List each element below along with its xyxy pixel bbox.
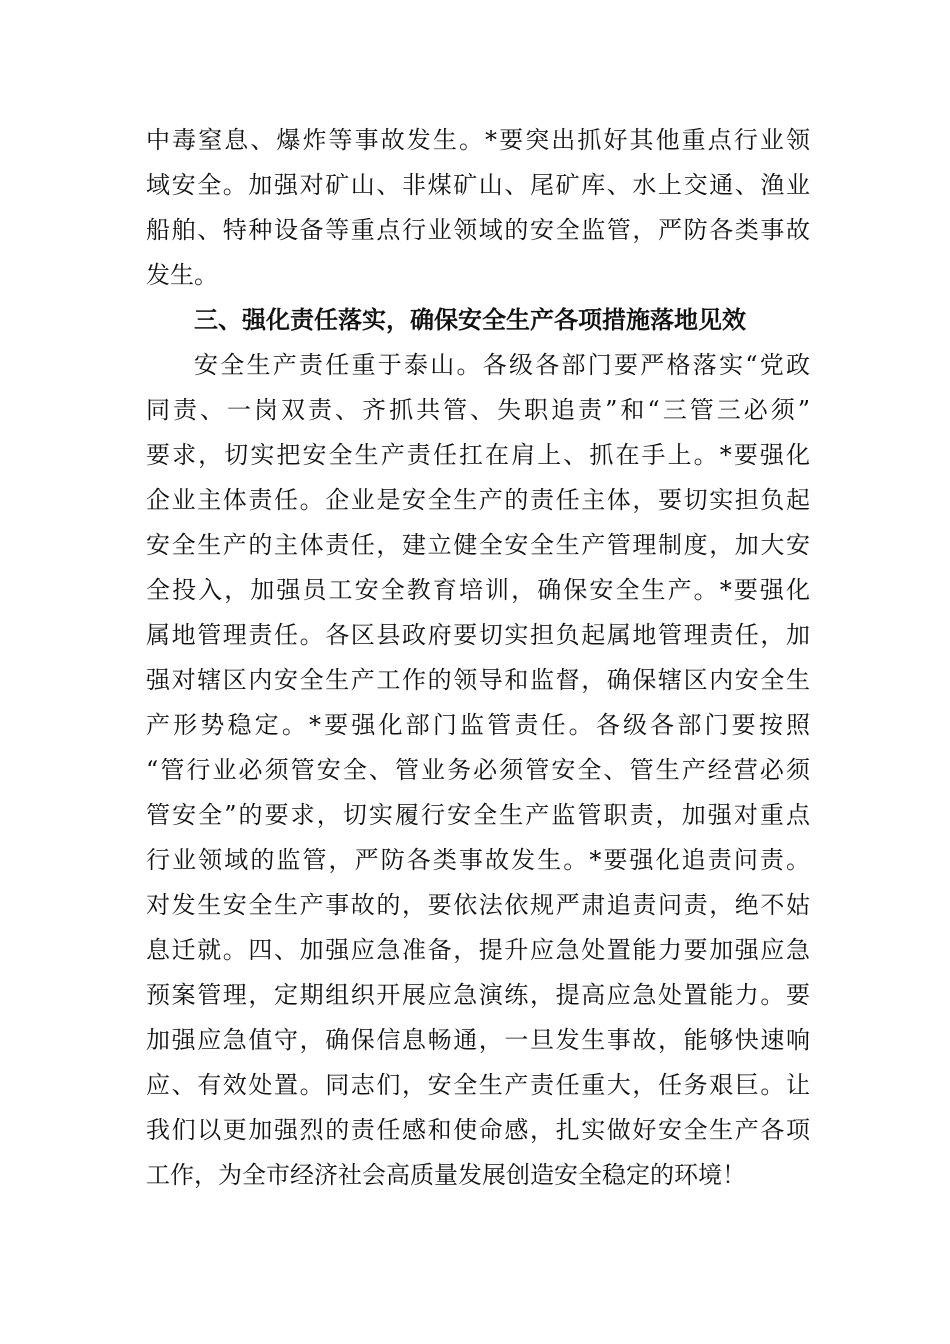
text-line: 属地管理责任。各区县政府要切实担负起属地管理责任，加: [146, 621, 810, 649]
text-line: 预案管理，定期组织开展应急演练，提高应急处置能力。要: [146, 981, 810, 1009]
text-line: 发生。: [146, 261, 218, 289]
text-line: 同责、一岗双责、齐抓共管、失职追责”和“三管三必须”: [146, 396, 810, 424]
text-line: 行业领域的监管，严防各类事故发生。*要强化追责问责。: [146, 846, 810, 874]
text-line: 息迁就。四、加强应急准备，提升应急处置能力要加强应急: [146, 936, 810, 964]
text-line: 安全生产责任重于泰山。各级各部门要严格落实“党政: [194, 351, 810, 379]
text-line: 船舶、特种设备等重点行业领域的安全监管，严防各类事故: [146, 216, 810, 244]
text-line: 应、有效处置。同志们，安全生产责任重大，任务艰巨。让: [146, 1071, 810, 1099]
text-line: 产形势稳定。*要强化部门监管责任。各级各部门要按照: [146, 711, 810, 739]
body-text: [146, 118, 810, 1198]
text-line: 强对辖区内安全生产工作的领导和监督，确保辖区内安全生: [146, 666, 810, 694]
text-line: 对发生安全生产事故的，要依法依规严肃追责问责，绝不姑: [146, 891, 810, 919]
text-line: 安全生产的主体责任，建立健全安全生产管理制度，加大安: [146, 531, 810, 559]
text-line: 我们以更加强烈的责任感和使命感，扎实做好安全生产各项: [146, 1116, 810, 1144]
text-line: 管安全”的要求，切实履行安全生产监管职责，加强对重点: [146, 801, 810, 829]
text-line: 企业主体责任。企业是安全生产的责任主体，要切实担负起: [146, 486, 810, 514]
text-line: 要求，切实把安全生产责任扛在肩上、抓在手上。*要强化: [146, 441, 810, 469]
text-line: 加强应急值守，确保信息畅通，一旦发生事故，能够快速响: [146, 1026, 810, 1054]
text-line: 全投入，加强员工安全教育培训，确保安全生产。*要强化: [146, 576, 810, 604]
text-line: 中毒窒息、爆炸等事故发生。*要突出抓好其他重点行业领: [146, 126, 810, 154]
section-heading: 三、强化责任落实，确保安全生产各项措施落地见效: [194, 306, 746, 334]
text-line: 域安全。加强对矿山、非煤矿山、尾矿库、水上交通、渔业: [146, 171, 810, 199]
text-line: “管行业必须管安全、管业务必须管安全、管生产经营必须: [146, 756, 810, 784]
text-line: 工作，为全市经济社会高质量发展创造安全稳定的环境！: [146, 1161, 746, 1189]
